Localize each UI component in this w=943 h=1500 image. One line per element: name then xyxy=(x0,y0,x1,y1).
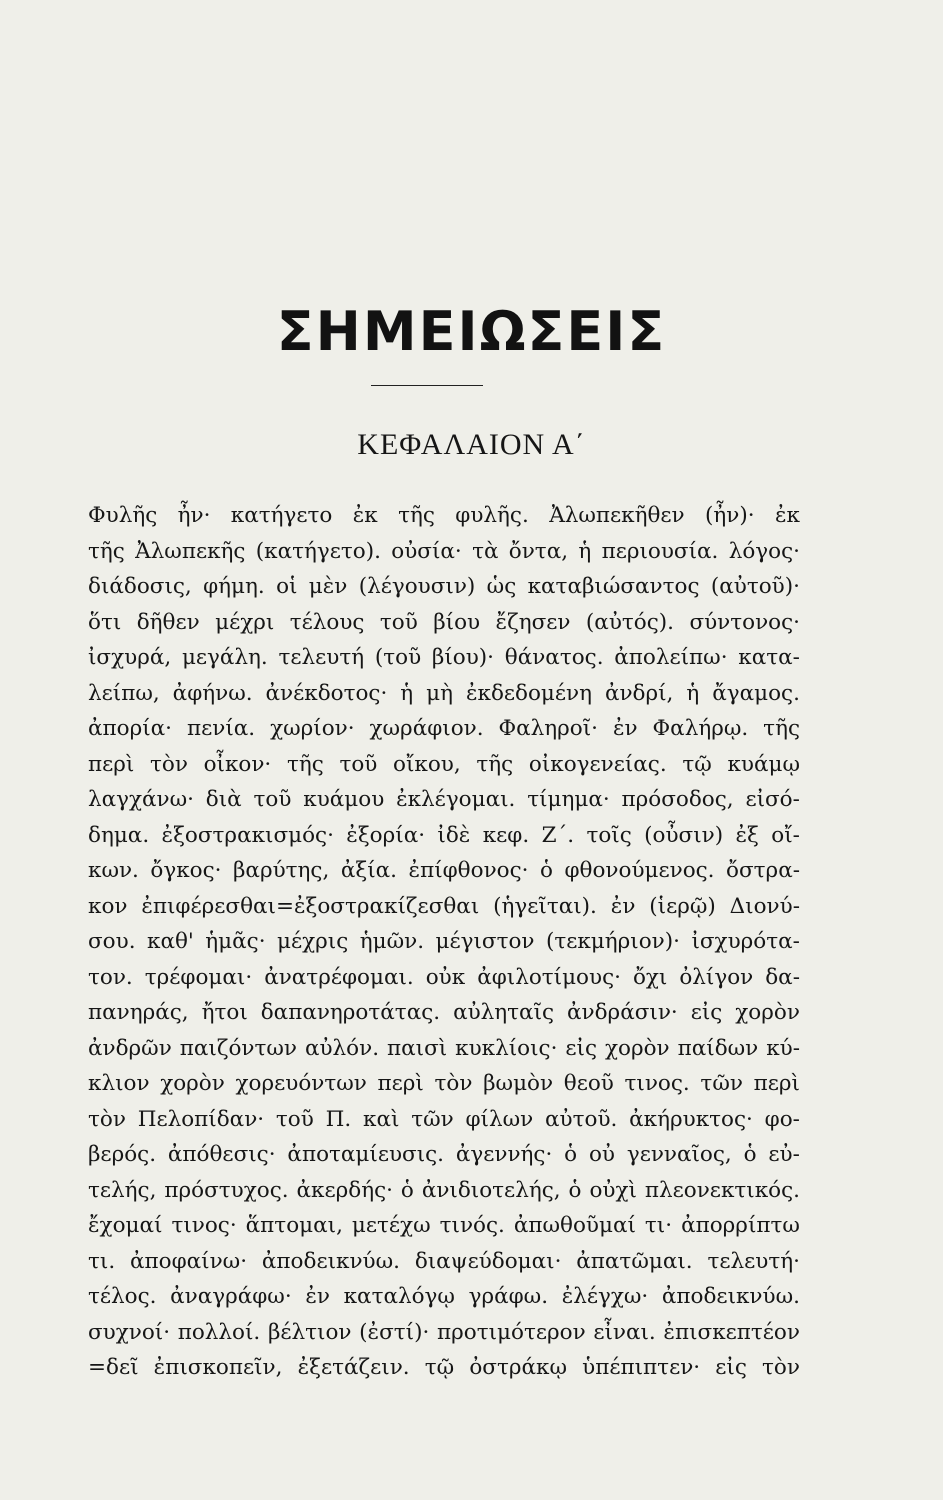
text-line: βερός. ἀπόθεσις· ἀποταμίευσις. ἀγεννής· ὁ οὐ γενναῖος, ὁ εὐ- xyxy=(88,1142,800,1167)
notes-text xyxy=(88,498,800,1386)
text-line: πανηράς, ἤτοι δαπανηροτάτας. αὐληταῖς ἀνδράσιν· εἰς χορὸν xyxy=(88,1000,800,1025)
text-line: σου. καθ' ἡμᾶς· μέχρις ἡμῶν. μέγιστον (τεκμήριον)· ἰσχυρότα- xyxy=(88,929,800,954)
text-line: ἀνδρῶν παιζόντων αὐλόν. παισὶ κυκλίοις· εἰς χορὸν παίδων κύ- xyxy=(88,1035,800,1061)
text-line: διάδοσις, φήμη. οἱ μὲν (λέγουσιν) ὡς καταβιώσαντος (αὐτοῦ)· xyxy=(88,574,800,599)
text-line: τέλος. ἀναγράφω· ἐν καταλόγῳ γράφω. ἐλέγχω· ἀποδεικνύω. xyxy=(88,1284,800,1309)
text-line: Φυλῆς ἦν· κατήγετο ἐκ τῆς φυλῆς. Ἀλωπεκῆθεν (ἦν)· ἐκ xyxy=(88,503,800,528)
text-line: κων. ὄγκος· βαρύτης, ἀξία. ἐπίφθονος· ὁ φθονούμενος. ὄστρα- xyxy=(88,858,800,883)
text-line: ἔχομαί τινος· ἅπτομαι, μετέχω τινός. ἀπωθοῦμαί τι· ἀπορρίπτω xyxy=(88,1213,800,1238)
text-line: ἀπορία· πενία. χωρίον· χωράφιον. Φαληροῖ· ἐν Φαλήρῳ. τῆς xyxy=(88,716,800,741)
text-line: τῆς Ἀλωπεκῆς (κατήγετο). οὐσία· τὰ ὄντα, ἡ περιουσία. λόγος· xyxy=(88,538,800,564)
text-line: κον ἐπιφέρεσθαι=ἐξοστρακίζεσθαι (ἡγεῖται). ἐν (ἱερῷ) Διονύ- xyxy=(88,893,800,919)
text-line: τὸν Πελοπίδαν· τοῦ Π. καὶ τῶν φίλων αὐτοῦ. ἀκήρυκτος· φο- xyxy=(88,1106,800,1132)
text-line: λείπω, ἀφήνω. ἀνέκδοτος· ἡ μὴ ἐκδεδομένη ἀνδρί, ἡ ἄγαμος. xyxy=(88,680,800,706)
text-line: δημα. ἐξοστρακισμός· ἐξορία· ἰδὲ κεφ. Ζ΄. τοῖς (οὖσιν) ἐξ οἴ- xyxy=(88,822,800,848)
text-line: περὶ τὸν οἶκον· τῆς τοῦ οἴκου, τῆς οἰκογενείας. τῷ κυάμῳ xyxy=(88,751,800,777)
text-line: τι. ἀποφαίνω· ἀποδεικνύω. διαψεύδομαι· ἀπατῶμαι. τελευτή· xyxy=(88,1248,800,1274)
text-line: τελής, πρόστυχος. ἀκερδής· ὁ ἀνιδιοτελής, ὁ οὐχὶ πλεονεκτικός. xyxy=(88,1177,800,1203)
text-line: λαγχάνω· διὰ τοῦ κυάμου ἐκλέγομαι. τίμημα· πρόσοδος, εἰσό- xyxy=(88,787,800,812)
text-line: ἰσχυρά, μεγάλη. τελευτή (τοῦ βίου)· θάνατος. ἀπολείπω· κατα- xyxy=(88,645,800,670)
text-line: ὅτι δῆθεν μέχρι τέλους τοῦ βίου ἔζησεν (αὐτός). σύντονος· xyxy=(88,609,800,635)
text-line: =δεῖ ἐπισκοπεῖν, ἐξετάζειν. τῷ ὀστράκῳ ὑπέπιπτεν· εἰς τὸν xyxy=(88,1355,800,1380)
title-rule xyxy=(371,385,483,386)
page-title: ΣΗΜΕΙΩΣΕΙΣ xyxy=(276,300,667,363)
text-line: τον. τρέφομαι· ἀνατρέφομαι. οὐκ ἀφιλοτίμους· ὄχι ὀλίγον δα- xyxy=(88,964,800,990)
text-line: κλιον χορὸν χορευόντων περὶ τὸν βωμὸν θεοῦ τινος. τῶν περὶ xyxy=(88,1071,800,1096)
text-line: συχνοί· πολλοί. βέλτιον (ἐστί)· προτιμότερον εἶναι. ἐπισκεπτέον xyxy=(88,1319,800,1345)
chapter-heading: ΚΕΦΑΛΑΙΟΝ Α΄ xyxy=(357,428,586,461)
